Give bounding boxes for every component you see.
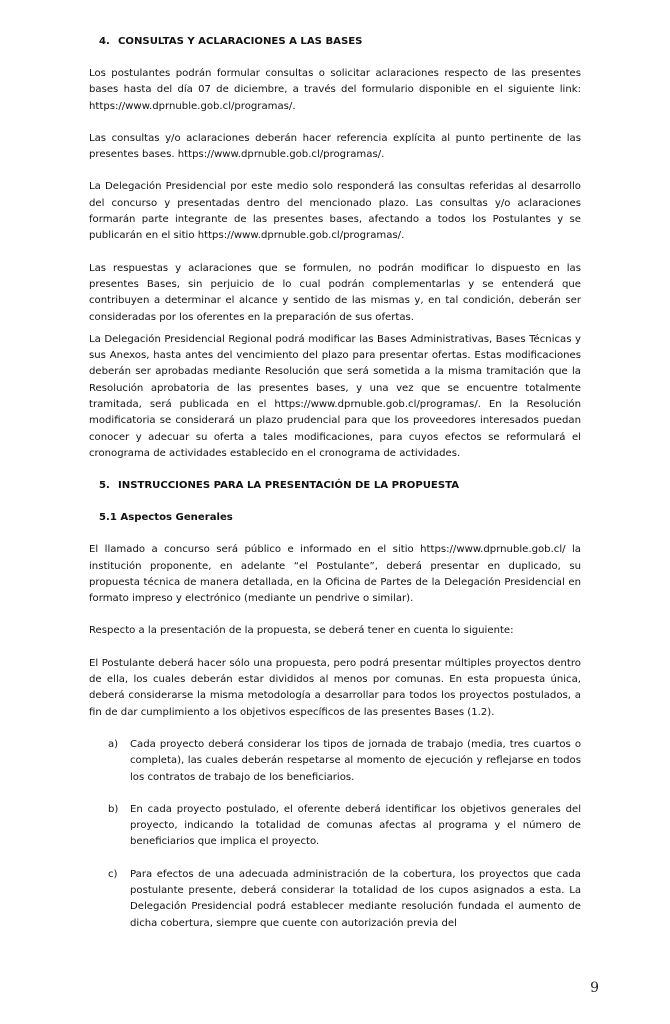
paragraph: El Postulante deberá hacer sólo una propuesta, pero podrá presentar múltiples proyectos dentro de ella, los cuales deberán estar divididos al menos por comunas. En esta propuesta única, deberá considerarse la misma metodología a desarrollar para todos los proyectos postulados, a fin de dar cumplimiento a los objetivos específicos de las presentes Bases (1.2). [89,657,581,718]
list-item [89,802,581,851]
requirements-list [89,737,581,932]
section-4-title: CONSULTAS Y ACLARACIONES A LAS BASES [118,36,363,47]
list-item [89,737,581,786]
subsection-5-1-heading: 5.1 Aspectos Generales [99,512,233,524]
page-content [89,34,581,948]
list-item-text: En cada proyecto postulado, el oferente deberá identificar los objetivos generales del proyecto, indicando la totalidad de comunas afectas al programa y el número de beneficiarios que implica el proyecto. [130,803,581,848]
paragraph: La Delegación Presidencial por este medio solo responderá las consultas referidas al desarrollo del concurso y presentadas dentro del mencionado plazo. Las consultas y/o aclaraciones formarán parte integrante de las presentes bases, afectando a todos los Postulantes y se publicarán en el sitio https://www.dprnuble.gob.cl/programas/. [89,181,581,242]
list-item-label: a) [108,738,119,750]
paragraph: Los postulantes podrán formular consultas o solicitar aclaraciones respecto de las presentes bases hasta del día 07 de diciembre, a través del formulario disponible en el siguiente link: https://www.dprnuble.gob.cl/programas/. [89,68,581,112]
paragraph: Respecto a la presentación de la propuesta, se deberá tener en cuenta lo siguiente: [89,625,514,637]
list-item-label: b) [108,803,119,815]
section-4-number: 4. [99,36,110,47]
section-5-title: INSTRUCCIONES PARA LA PRESENTACIÓN DE LA PROPUESTA [118,480,460,492]
paragraph: Las respuestas y aclaraciones que se formulen, no podrán modificar lo dispuesto en las presentes Bases, sin perjuicio de lo cual podrán complementarlas y se entenderá que contribuyen a determinar el alcance y sentido de las mismas y, en tal condición, deberán ser consideradas por los oferentes en la preparación de sus ofertas. [89,262,581,323]
list-item-text: Cada proyecto deberá considerar los tipos de jornada de trabajo (media, tres cuartos o completa), las cuales deberán respetarse al momento de ejecución y reflejarse en todos los contratos de trabajo de los beneficiarios. [130,738,581,783]
paragraph: El llamado a concurso será público e informado en el sitio https://www.dprnuble.gob.cl/ la institución proponente, en adelante “el Postulante”, deberá presentar en duplicado, su propuesta técnica de manera detallada, en la Oficina de Partes de la Delegación Presidencial en formato impreso y electrónico (mediante un pendrive o similar). [89,544,581,605]
list-item [89,867,581,932]
paragraph: La Delegación Presidencial Regional podrá modificar las Bases Administrativas, Bases Técnicas y sus Anexos, hasta antes del vencimiento del plazo para presentar ofertas. Estas modificaciones deberán ser aprobadas mediante Resolución que será sometida a la misma tramitación que la Resolución aprobatoria de las presentes bases, y una vez que se encuentre totalmente tramitada, será publicada en el https://www.dprnuble.gob.cl/programas/. En la Resolución modificatoria se considerará un plazo prudencial para que los proveedores interesados puedan conocer y adecuar su oferta a tales modificaciones, para cuyos efectos se reformulará el cronograma de actividades establecido en el cronograma de actividades. [89,333,581,459]
paragraph: Las consultas y/o aclaraciones deberán hacer referencia explícita al punto pertinente de las presentes bases. https://www.dprnuble.gob.cl/programas/. [89,132,581,161]
page-number: 9 [590,980,599,996]
list-item-label: c) [108,868,118,880]
section-5-heading [89,478,581,494]
list-item-text: Para efectos de una adecuada administración de la cobertura, los proyectos que cada postulante presente, deberá considerar la totalidad de los cupos asignados a esta. La Delegación Presidencial podrá establecer mediante resolución fundada el aumento de dicha cobertura, siempre que cuente con autorización previa del [130,868,581,929]
section-4-heading [89,34,581,50]
section-5-number: 5. [99,480,110,492]
